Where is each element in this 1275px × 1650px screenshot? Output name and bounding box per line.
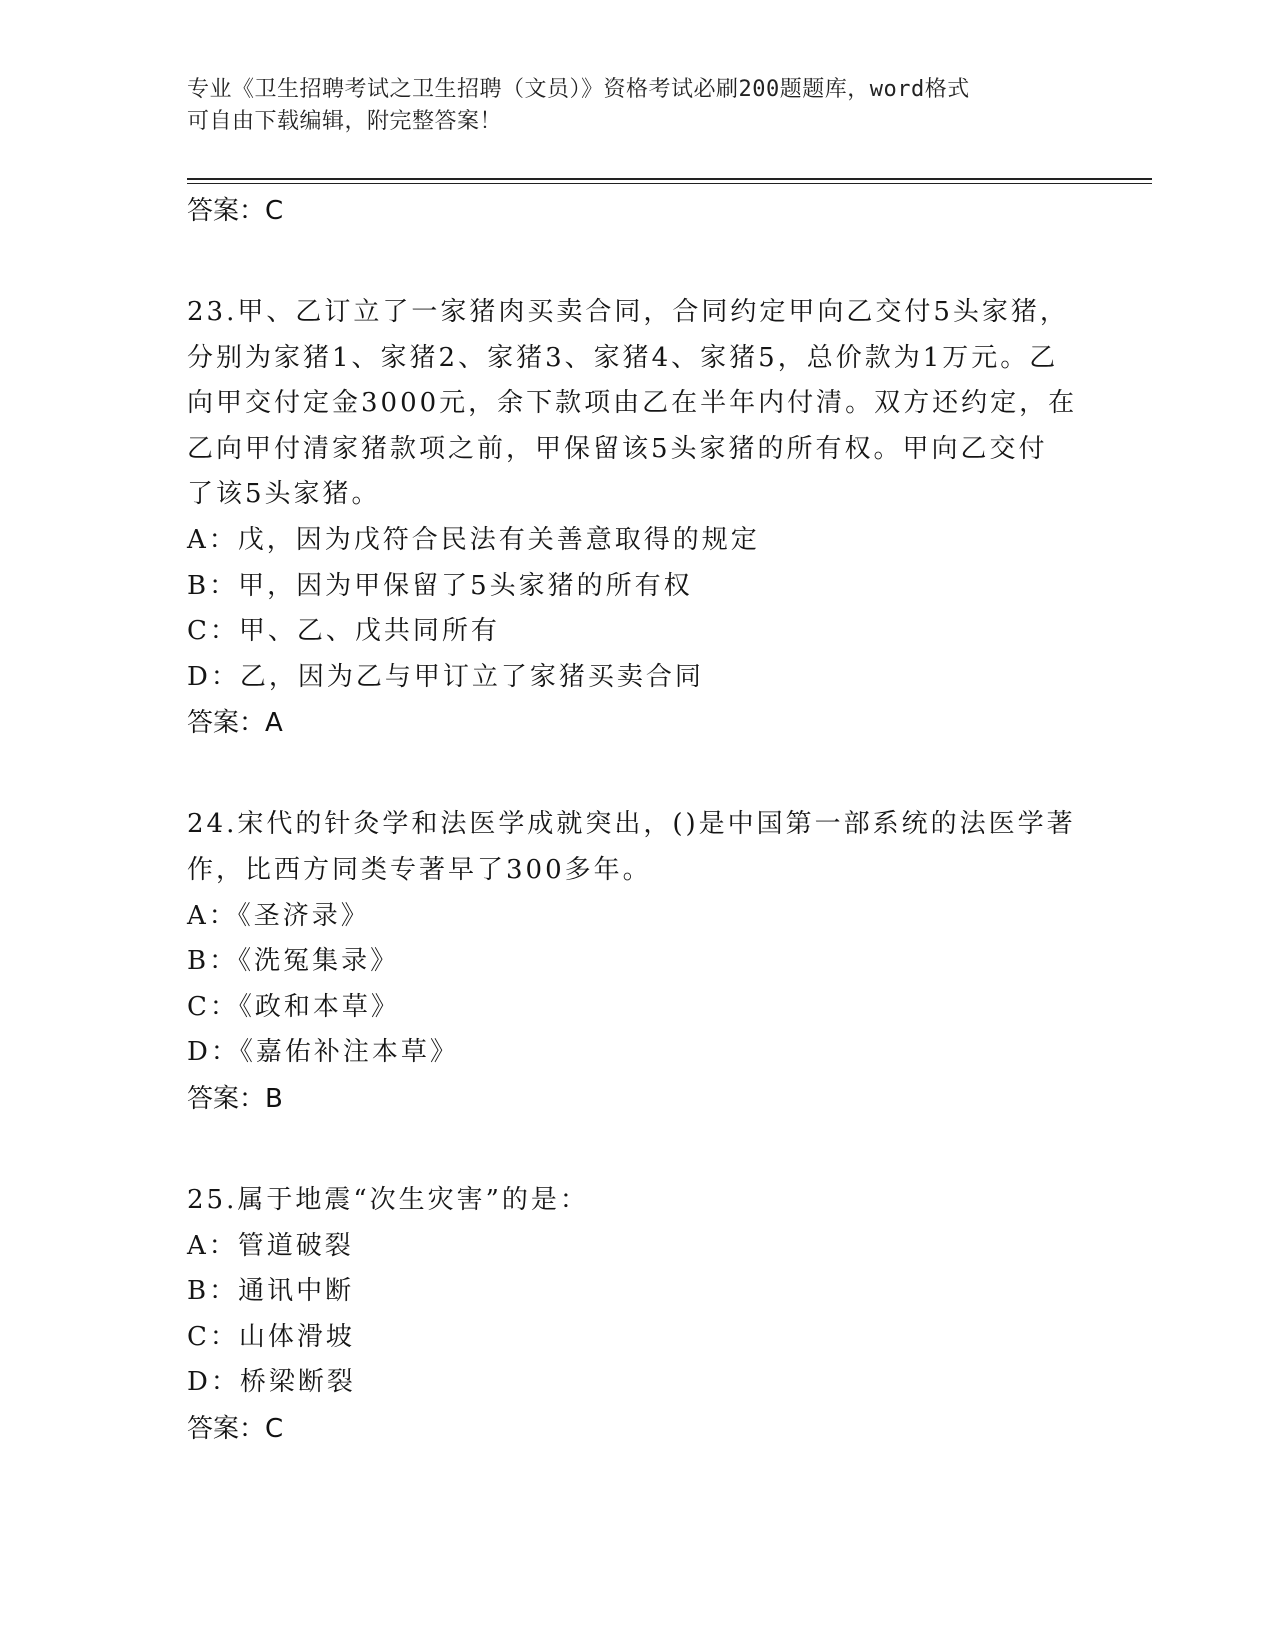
question-line: 24.宋代的针灸学和法医学成就突出，()是中国第一部系统的法医学著 — [187, 809, 1076, 840]
option-a: A：《圣济录》 — [187, 900, 370, 931]
question-text — [187, 802, 1087, 893]
option-d: D：《嘉佑补注本草》 — [187, 1037, 459, 1068]
option-c: C：《政和本草》 — [187, 991, 400, 1022]
document-header — [187, 74, 1067, 138]
question-line: 向甲交付定金3000元，余下款项由乙在半年内付清。双方还约定，在 — [187, 388, 1078, 419]
option-d: D：桥梁断裂 — [187, 1367, 356, 1398]
answer-text: 答案：C — [187, 1413, 284, 1444]
question-text — [187, 290, 1087, 518]
option-b: B：《洗冤集录》 — [187, 946, 400, 977]
option-c: C：甲、乙、戊共同所有 — [187, 616, 500, 647]
answer-text: 答案：B — [187, 1083, 283, 1114]
option-d: D：乙，因为乙与甲订立了家猪买卖合同 — [187, 661, 704, 692]
option-c: C：山体滑坡 — [187, 1321, 355, 1352]
question-line: 乙向甲付清家猪款项之前，甲保留该5头家猪的所有权。甲向乙交付 — [187, 433, 1048, 464]
question-line: 23.甲、乙订立了一家猪肉买卖合同，合同约定甲向乙交付5头家猪， — [187, 297, 1069, 327]
header-rule-thin — [187, 183, 1152, 184]
question-text — [187, 1178, 1087, 1224]
answer-text: 答案：C — [187, 196, 284, 226]
question-block-23 — [187, 290, 1087, 746]
question-line: 25.属于地震“次生灾害”的是： — [187, 1184, 589, 1215]
document-body — [187, 188, 1087, 1452]
answer-text: 答案：A — [187, 708, 283, 739]
question-line: 了该5头家猪。 — [187, 479, 381, 510]
option-b: B：通讯中断 — [187, 1276, 355, 1307]
question-block-25 — [187, 1178, 1087, 1452]
question-line: 作，比西方同类专著早了300多年。 — [187, 854, 652, 885]
spacer — [187, 1122, 1087, 1178]
spacer — [187, 746, 1087, 802]
header-line-1: 专业《卫生招聘考试之卫生招聘（文员）》资格考试必刷200题题库，word格式 — [187, 77, 970, 102]
header-rule-thick — [187, 178, 1152, 180]
question-line: 分别为家猪1、家猪2、家猪3、家猪4、家猪5，总价款为1万元。乙 — [187, 342, 1059, 373]
question-block-24 — [187, 802, 1087, 1122]
spacer — [187, 234, 1087, 290]
header-line-2: 可自由下载编辑，附完整答案！ — [187, 109, 503, 134]
option-b: B：甲，因为甲保留了5头家猪的所有权 — [187, 570, 693, 601]
option-a: A：戊，因为戊符合民法有关善意取得的规定 — [187, 524, 760, 555]
option-a: A：管道破裂 — [187, 1230, 354, 1261]
